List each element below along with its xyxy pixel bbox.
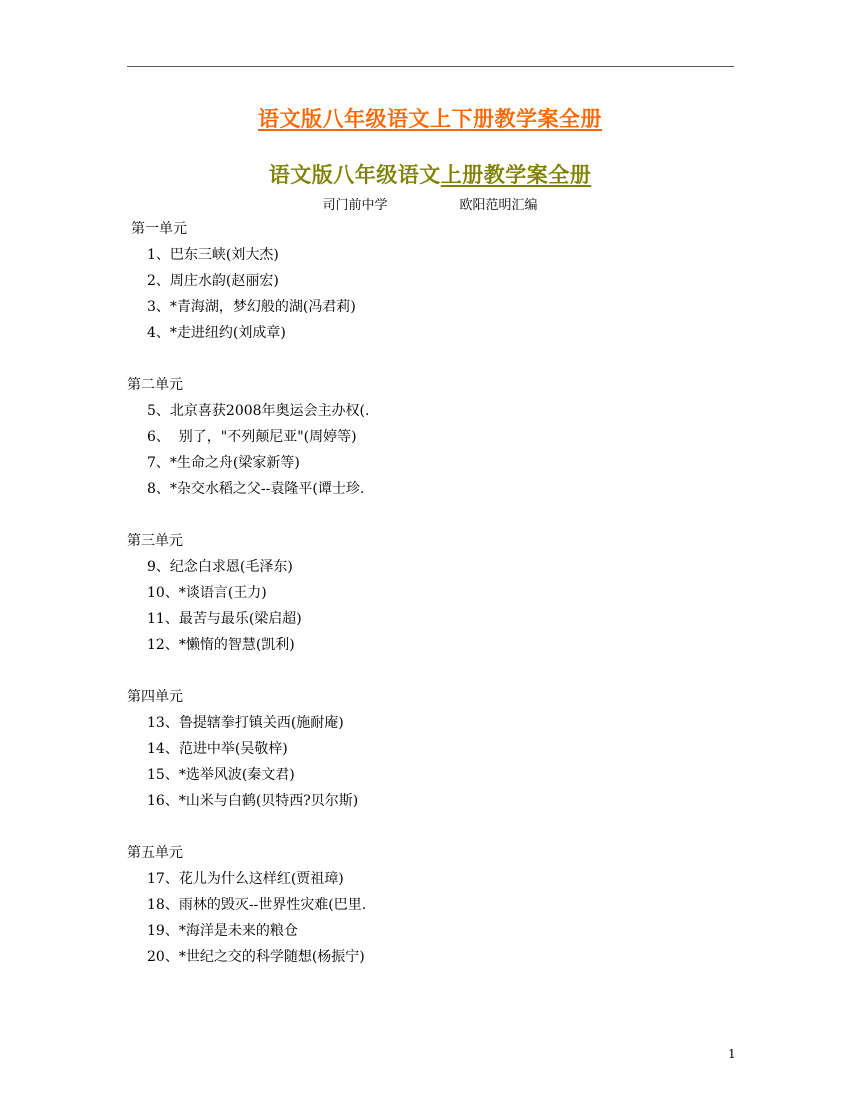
compiler-name: 欧阳范明汇编 (459, 198, 538, 213)
lesson-item: 15、*选举风波(秦文君) (147, 767, 295, 783)
sub-title (0, 159, 860, 189)
lesson-item: 5、北京喜获2008年奥运会主办权(. (147, 403, 370, 419)
unit-title: 第二单元 (127, 377, 183, 393)
unit-title: 第一单元 (131, 221, 187, 237)
lesson-item: 18、雨林的毁灭--世界性灾难(巴里. (147, 897, 367, 913)
lesson-item: 16、*山米与白鹤(贝特西?贝尔斯) (147, 793, 359, 809)
lesson-item: 20、*世纪之交的科学随想(杨振宁) (147, 949, 365, 965)
unit-3 (127, 532, 727, 662)
unit-1 (127, 220, 727, 350)
unit-4 (127, 688, 727, 818)
lesson-item: 8、*杂交水稻之父--袁隆平(谭士珍. (147, 481, 365, 497)
sub-title-prefix: 语文版八年级语文 (268, 162, 441, 187)
lesson-item: 1、巴东三峡(刘大杰) (147, 247, 279, 263)
lesson-item: 19、*海洋是未来的粮仓 (147, 923, 298, 939)
lesson-item: 6、 别了，"不列颠尼亚"(周婷等) (147, 429, 357, 445)
sub-title-underlined: 上册教学案全册 (440, 162, 592, 187)
unit-title: 第五单元 (127, 845, 183, 861)
lesson-item: 3、*青海湖，梦幻般的湖(冯君莉) (147, 299, 356, 315)
lesson-item: 11、最苦与最乐(梁启超) (147, 611, 302, 627)
lesson-item: 12、*懒惰的智慧(凯利) (147, 637, 295, 653)
lesson-item: 17、花儿为什么这样红(贾祖璋) (147, 871, 344, 887)
lesson-item: 4、*走进纽约(刘成章) (147, 325, 286, 341)
school-name: 司门前中学 (322, 198, 388, 213)
page-number: 1 (728, 1047, 736, 1061)
lesson-item: 14、范进中举(吴敬梓) (147, 741, 288, 757)
unit-title: 第四单元 (127, 689, 183, 705)
unit-list (127, 220, 727, 1000)
header-rule (127, 66, 734, 67)
lesson-item: 7、*生命之舟(梁家新等) (147, 455, 300, 471)
lesson-item: 9、纪念白求恩(毛泽东) (147, 559, 293, 575)
unit-5 (127, 844, 727, 974)
author-line (0, 194, 860, 213)
lesson-item: 2、周庄水韵(赵丽宏) (147, 273, 279, 289)
unit-title: 第三单元 (127, 533, 183, 549)
main-title-link[interactable]: 语文版八年级语文上下册教学案全册 (258, 106, 602, 131)
main-title[interactable] (0, 103, 860, 133)
lesson-item: 10、*谈语言(王力) (147, 585, 267, 601)
unit-2 (127, 376, 727, 506)
lesson-item: 13、鲁提辖拳打镇关西(施耐庵) (147, 715, 344, 731)
